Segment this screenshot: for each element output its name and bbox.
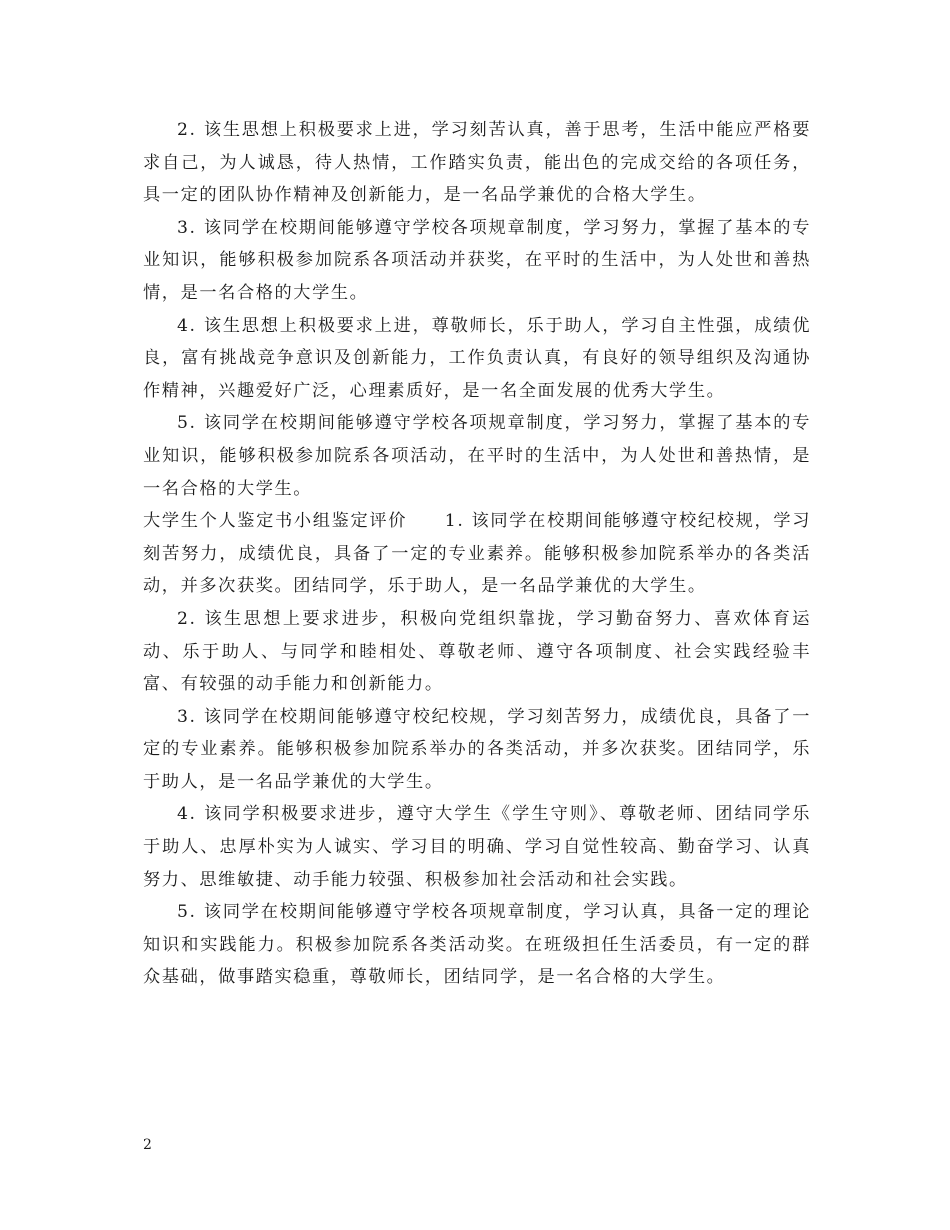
paragraph-evaluation-2: 2. 该生思想上积极要求上进，学习刻苦认真，善于思考，生活中能应严格要求自己，为人诚恳，待人热情，工作踏实负责，能出色的完成交给的各项任务，具一定的团队协作精神及创新能力，是一名品学兼优的合格大学生。 <box>143 120 811 206</box>
paragraph-evaluation-5: 5. 该同学在校期间能够遵守学校各项规章制度，学习努力，掌握了基本的专业知识，能够积极参加院系各项活动，在平时的生活中，为人处世和善热情，是一名合格的大学生。 <box>143 413 811 499</box>
paragraph-group-evaluation-3: 3. 该同学在校期间能够遵守校纪校规，学习刻苦努力，成绩优良，具备了一定的专业素养。能够积极参加院系举办的各类活动，并多次获奖。团结同学，乐于助人，是一名品学兼优的大学生。 <box>143 706 811 792</box>
paragraph-group-evaluation-4: 4. 该同学积极要求进步，遵守大学生《学生守则》、尊敬老师、团结同学乐于助人、忠厚朴实为人诚实、学习目的明确、学习自觉性较高、勤奋学习、认真努力、思维敏捷、动手能力较强、积极参加社会活动和社会实践。 <box>143 804 811 890</box>
paragraph-group-evaluation-1: 大学生个人鉴定书小组鉴定评价 1. 该同学在校期间能够遵守校纪校规，学习刻苦努力，成绩优良，具备了一定的专业素养。能够积极参加院系举办的各类活动，并多次获奖。团结同学，乐于助人，是一名品学兼优的大学生。 <box>143 511 811 597</box>
paragraph-evaluation-4: 4. 该生思想上积极要求上进，尊敬师长，乐于助人，学习自主性强，成绩优良，富有挑战竞争意识及创新能力，工作负责认真，有良好的领导组织及沟通协作精神，兴趣爱好广泛，心理素质好，是一名全面发展的优秀大学生。 <box>143 315 811 401</box>
document-body <box>143 114 811 994</box>
paragraph-group-evaluation-5: 5. 该同学在校期间能够遵守学校各项规章制度，学习认真，具备一定的理论知识和实践能力。积极参加院系各类活动奖。在班级担任生活委员，有一定的群众基础，做事踏实稳重，尊敬师长，团结同学，是一名合格的大学生。 <box>143 902 811 988</box>
paragraph-group-evaluation-2: 2. 该生思想上要求进步，积极向党组织靠拢，学习勤奋努力、喜欢体育运动、乐于助人、与同学和睦相处、尊敬老师、遵守各项制度、社会实践经验丰富、有较强的动手能力和创新能力。 <box>143 608 811 695</box>
page-number: 2 <box>143 1137 152 1153</box>
paragraph-evaluation-3: 3. 该同学在校期间能够遵守学校各项规章制度，学习努力，掌握了基本的专业知识，能够积极参加院系各项活动并获奖，在平时的生活中，为人处世和善热情，是一名合格的大学生。 <box>143 217 811 303</box>
